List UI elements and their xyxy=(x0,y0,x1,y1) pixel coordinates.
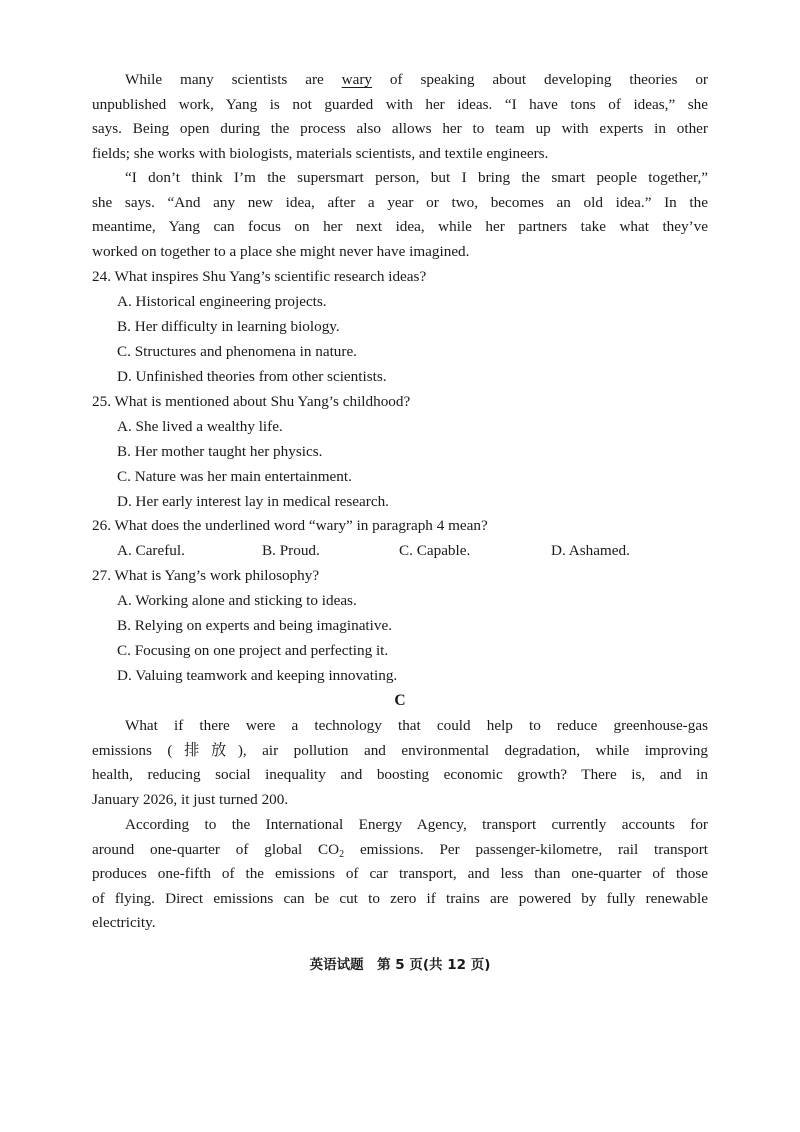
question-24-option-d: D. Unfinished theories from other scientists. xyxy=(117,368,387,385)
question-24-option-a: A. Historical engineering projects. xyxy=(117,293,327,310)
question-25-stem: 25. What is mentioned about Shu Yang’s childhood? xyxy=(92,393,411,410)
passage-paragraph-5 xyxy=(92,166,708,264)
paragraph-line: “I don’t think I’m the supersmart person, but I bring the smart people together,” xyxy=(125,169,708,186)
paragraph-line: worked on together to a place she might never have imagined. xyxy=(92,242,470,260)
question-27-option-d: D. Valuing teamwork and keeping innovating. xyxy=(117,667,398,684)
question-26-option-c: C. Capable. xyxy=(399,542,471,559)
section-c-paragraph-1 xyxy=(92,714,708,812)
question-27-option-a: A. Working alone and sticking to ideas. xyxy=(117,592,357,609)
question-26-stem: 26. What does the underlined word “wary” in paragraph 4 mean? xyxy=(92,517,488,534)
section-c-title: C xyxy=(394,692,406,709)
text-run: While many scientists are xyxy=(125,71,342,88)
paragraph-line: she says. “And any new idea, after a year or two, becomes an old idea.” In the xyxy=(92,193,708,211)
paragraph-line: What if there were a technology that could help to reduce greenhouse-gas xyxy=(125,717,708,734)
paragraph-line: January 2026, it just turned 200. xyxy=(92,790,289,808)
question-27-option-b: B. Relying on experts and being imaginative. xyxy=(117,617,393,634)
question-26-option-d: D. Ashamed. xyxy=(551,542,630,559)
page-footer: 英语试题 第 5 页(共 12 页) xyxy=(309,957,491,973)
text-run: of speaking about developing theories or xyxy=(372,71,708,88)
underlined-word-wary: wary xyxy=(341,71,373,88)
paragraph-line: of flying. Direct emissions can be cut to zero if trains are powered by fully renewable xyxy=(92,889,708,907)
question-25-option-d: D. Her early interest lay in medical research. xyxy=(117,493,389,510)
question-24-stem: 24. What inspires Shu Yang’s scientific research ideas? xyxy=(92,268,427,285)
section-c-paragraph-2 xyxy=(92,813,708,936)
paragraph-line: produces one-fifth of the emissions of car transport, and less than one-quarter of those xyxy=(92,865,708,883)
paragraph-line: meantime, Yang can focus on her next idea, while her partners take what they’ve xyxy=(92,218,708,236)
paragraph-line xyxy=(92,838,708,863)
question-24-option-b: B. Her difficulty in learning biology. xyxy=(117,318,340,335)
paragraph-line: According to the International Energy Agency, transport currently accounts for xyxy=(125,816,708,833)
subscript-2: 2 xyxy=(339,848,345,860)
paragraph-line: emissions (排放), air pollution and environmental degradation, while improving xyxy=(92,741,708,759)
paragraph-line: says. Being open during the process also allows her to team up with experts in other xyxy=(92,120,708,138)
question-27-option-c: C. Focusing on one project and perfecting it. xyxy=(117,642,389,659)
paragraph-line xyxy=(92,68,708,93)
passage-paragraph-4 xyxy=(92,68,708,166)
question-26-option-b: B. Proud. xyxy=(262,542,320,559)
text-run: around one-quarter of global CO xyxy=(92,840,340,858)
paragraph-line: unpublished work, Yang is not guarded with her ideas. “I have tons of ideas,” she xyxy=(92,95,708,113)
question-26-option-a: A. Careful. xyxy=(117,542,185,559)
question-25-option-b: B. Her mother taught her physics. xyxy=(117,443,323,460)
question-25-option-a: A. She lived a wealthy life. xyxy=(117,418,283,435)
question-27-stem: 27. What is Yang’s work philosophy? xyxy=(92,567,320,584)
question-25-option-c: C. Nature was her main entertainment. xyxy=(117,468,352,485)
paragraph-line: electricity. xyxy=(92,914,156,932)
text-run: emissions. Per passenger-kilometre, rail transport xyxy=(344,840,708,858)
paragraph-line: health, reducing social inequality and boosting economic growth? There is, and in xyxy=(92,766,708,784)
question-24-option-c: C. Structures and phenomena in nature. xyxy=(117,343,357,360)
paragraph-line: fields; she works with biologists, materials scientists, and textile engineers. xyxy=(92,144,549,162)
